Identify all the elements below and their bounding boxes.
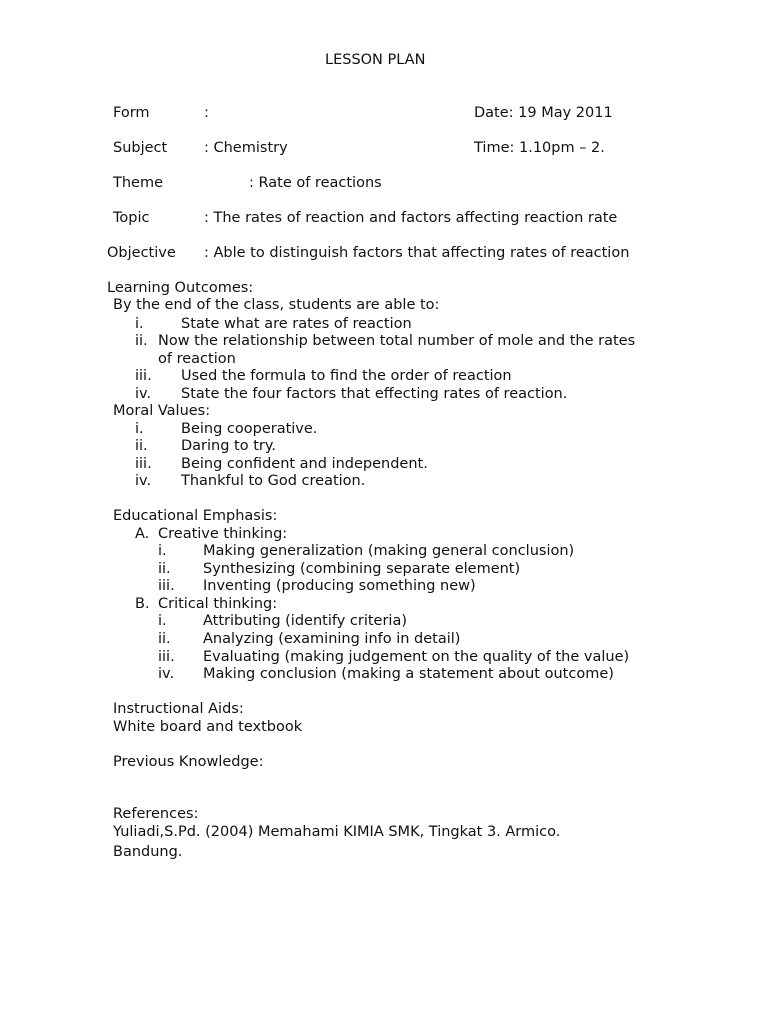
list-item: Analyzing (examining info in detail) bbox=[203, 631, 461, 647]
list-number: iii. bbox=[135, 456, 152, 472]
list-item: State what are rates of reaction bbox=[181, 316, 412, 332]
list-number: ii. bbox=[135, 438, 148, 454]
list-number: iii. bbox=[135, 368, 152, 384]
theme-value: : Rate of reactions bbox=[249, 175, 382, 191]
topic-value: : The rates of reaction and factors affecting reaction rate bbox=[204, 210, 618, 226]
time-field: Time: 1.10pm – 2. bbox=[474, 140, 605, 156]
learning-outcomes-heading: Learning Outcomes: bbox=[107, 280, 254, 296]
instructional-aids-heading: Instructional Aids: bbox=[113, 701, 244, 717]
list-number: iv. bbox=[135, 386, 152, 402]
references-heading: References: bbox=[113, 806, 199, 822]
form-value: : bbox=[204, 105, 209, 121]
section-letter: A. bbox=[135, 526, 150, 542]
subject-value: : Chemistry bbox=[204, 140, 288, 156]
objective-label: Objective bbox=[107, 245, 176, 261]
list-item: Synthesizing (combining separate element) bbox=[203, 561, 521, 577]
list-number: i. bbox=[135, 421, 144, 437]
section-title: Creative thinking: bbox=[158, 526, 288, 542]
moral-values-heading: Moral Values: bbox=[113, 403, 211, 419]
form-label: Form bbox=[113, 105, 150, 121]
instructional-aids-text: White board and textbook bbox=[113, 719, 303, 735]
section-letter: B. bbox=[135, 596, 150, 612]
page-title: LESSON PLAN bbox=[325, 52, 426, 68]
list-number: i. bbox=[158, 543, 167, 559]
list-number: ii. bbox=[158, 631, 171, 647]
list-number: i. bbox=[158, 613, 167, 629]
previous-knowledge-heading: Previous Knowledge: bbox=[113, 754, 264, 770]
list-number: iv. bbox=[158, 666, 175, 682]
list-number: iii. bbox=[158, 649, 175, 665]
educational-emphasis-heading: Educational Emphasis: bbox=[113, 508, 278, 524]
list-number: ii. bbox=[135, 333, 148, 349]
theme-label: Theme bbox=[113, 175, 164, 191]
list-item: Now the relationship between total number of mole and the rates bbox=[158, 333, 636, 349]
list-item-continuation: of reaction bbox=[158, 351, 236, 367]
list-item: Evaluating (making judgement on the quality of the value) bbox=[203, 649, 630, 665]
list-number: iii. bbox=[158, 578, 175, 594]
list-number: ii. bbox=[158, 561, 171, 577]
list-item: Attributing (identify criteria) bbox=[203, 613, 407, 629]
list-item: Being cooperative. bbox=[181, 421, 318, 437]
list-item: Inventing (producing something new) bbox=[203, 578, 476, 594]
date-field: Date: 19 May 2011 bbox=[474, 105, 613, 121]
subject-label: Subject bbox=[113, 140, 168, 156]
reference-line: Bandung. bbox=[113, 844, 183, 860]
list-item: Thankful to God creation. bbox=[181, 473, 366, 489]
list-number: iv. bbox=[135, 473, 152, 489]
list-item: Used the formula to find the order of reaction bbox=[181, 368, 512, 384]
learning-outcomes-intro: By the end of the class, students are able to: bbox=[113, 297, 440, 313]
list-item: State the four factors that effecting rates of reaction. bbox=[181, 386, 568, 402]
list-item: Daring to try. bbox=[181, 438, 276, 454]
list-item: Being confident and independent. bbox=[181, 456, 428, 472]
reference-line: Yuliadi,S.Pd. (2004) Memahami KIMIA SMK, Tingkat 3. Armico. bbox=[113, 824, 561, 840]
objective-value: : Able to distinguish factors that affecting rates of reaction bbox=[204, 245, 630, 261]
list-item: Making conclusion (making a statement about outcome) bbox=[203, 666, 614, 682]
list-item: Making generalization (making general conclusion) bbox=[203, 543, 575, 559]
list-number: i. bbox=[135, 316, 144, 332]
topic-label: Topic bbox=[113, 210, 150, 226]
section-title: Critical thinking: bbox=[158, 596, 278, 612]
